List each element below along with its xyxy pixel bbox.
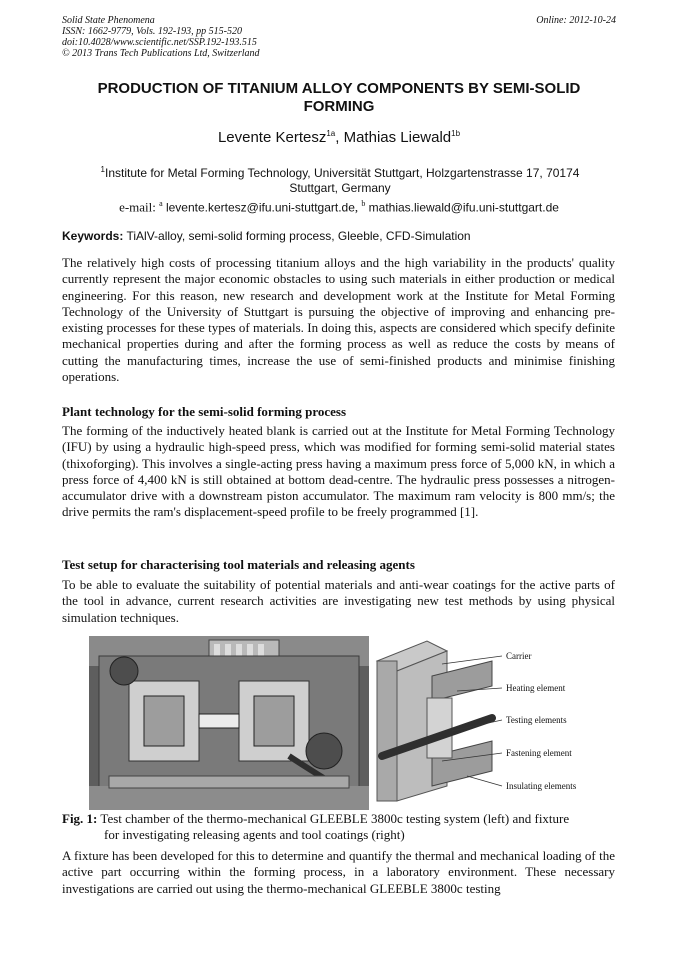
label-testing-elements: Testing elements	[506, 715, 567, 725]
figure-caption	[62, 811, 616, 842]
author-1: Levente Kertesz	[217, 129, 327, 146]
journal-header	[62, 15, 260, 59]
section-1-heading: Plant technology for the semi-solid forming process	[62, 404, 347, 419]
keywords-text: TiAlV-alloy, semi-solid forming process, Gleeble, CFD-Simulation	[123, 229, 471, 243]
email-sep: ,	[354, 199, 362, 215]
author-2-sup: 1b	[451, 129, 461, 138]
intro-paragraph: The relatively high costs of processing titanium alloys and the high variability in the products' quality currently represent the major economic obstacles to using such materials in either production or medical engineering. For this reason, new research and development work at the Institute for Metal Forming Technology of the University of Stuttgart is pursuing the objective of improving and enhancing pre-existing processes for these types of materials. In doing this, aspects are considered which specify definite mechanical properties during and after the forming process as well as reduce the costs by means of cutting the manufacturing times, increase the use of semi-finished products and minimise finishing operations.	[62, 255, 615, 385]
caption-line-2: for investigating releasing agents and tool coatings (right)	[104, 826, 405, 842]
online-date: Online: 2012-10-24	[536, 15, 616, 26]
email-label: e-mail:	[119, 199, 160, 215]
closing-paragraph: A fixture has been developed for this to determine and quantify the thermal and mechanical loading of the active part occurring within the forming process, in a laboratory environment. These necessary investigations are carried out using the thermo-mechanical GLEEBLE 3800c testing	[62, 848, 615, 896]
section-2-heading: Test setup for characterising tool materials and releasing agents	[62, 557, 415, 572]
gleeble-chamber-photo	[89, 636, 369, 810]
label-heating-element: Heating element	[506, 683, 566, 693]
author-1-sup: 1a	[326, 129, 336, 138]
email-b-sup: b	[361, 199, 366, 208]
label-insulating-elements: Insulating elements	[506, 781, 577, 791]
label-fastening-element: Fastening element	[506, 748, 572, 758]
keywords-label: Keywords:	[62, 229, 124, 243]
email-a[interactable]: levente.kertesz@ifu.uni-stuttgart.de	[165, 200, 355, 215]
copyright: © 2013 Trans Tech Publications Ltd, Switzerland	[62, 48, 260, 59]
chamber-illustration	[89, 636, 369, 810]
caption-line-1: Test chamber of the thermo-mechanical GLEEBLE 3800c testing system (left) and fixture	[97, 811, 570, 826]
section-1-paragraph: The forming of the inductively heated blank is carried out at the Institute for Metal Forming Technology (IFU) by using a hydraulic high-speed press, which was modified for forming semi-solid material states (thixoforging). This involves a single-acting press having a maximum press force of 5,000 kN, in which a press force of 4,400 kN is still obtained at bottom dead-centre. The hydraulic press possesses a nitrogen-accumulator drive with a downstream piston accumulator. The maximum ram velocity is 800 mm/s; the drive permits the ram's displacement-speed profile to be freely programmed [1].	[62, 423, 615, 520]
email-b[interactable]: mathias.liewald@ifu.uni-stuttgart.de	[368, 200, 559, 215]
email-a-sup: a	[159, 199, 163, 208]
keywords	[62, 229, 616, 243]
author-2: Mathias Liewald	[343, 129, 452, 146]
fixture-diagram	[372, 636, 612, 810]
section-2-paragraph: To be able to evaluate the suitability of potential materials and anti-wear coatings for the active parts of the tool in advance, current research activities are investigating new test methods by using physical simulation techniques.	[62, 577, 615, 625]
issn: ISSN: 1662-9779, Vols. 192-193, pp 515-520	[62, 26, 242, 37]
author-separator: ,	[335, 129, 344, 146]
authors	[62, 129, 616, 146]
doi: doi:10.4028/www.scientific.net/SSP.192-193.515	[62, 37, 257, 48]
email-line	[62, 199, 616, 215]
affiliation	[80, 162, 600, 196]
paper-title: PRODUCTION OF TITANIUM ALLOY COMPONENTS BY SEMI-SOLID FORMING	[97, 80, 581, 115]
affiliation-text: Institute for Metal Forming Technology, Universität Stuttgart, Holzgartenstrasse 17, 70174 Stuttgart, Germany	[104, 166, 580, 195]
label-carrier: Carrier	[506, 651, 532, 661]
affiliation-sup: 1	[100, 165, 105, 174]
journal-name: Solid State Phenomena	[62, 15, 155, 26]
caption-number: Fig. 1:	[62, 811, 98, 826]
